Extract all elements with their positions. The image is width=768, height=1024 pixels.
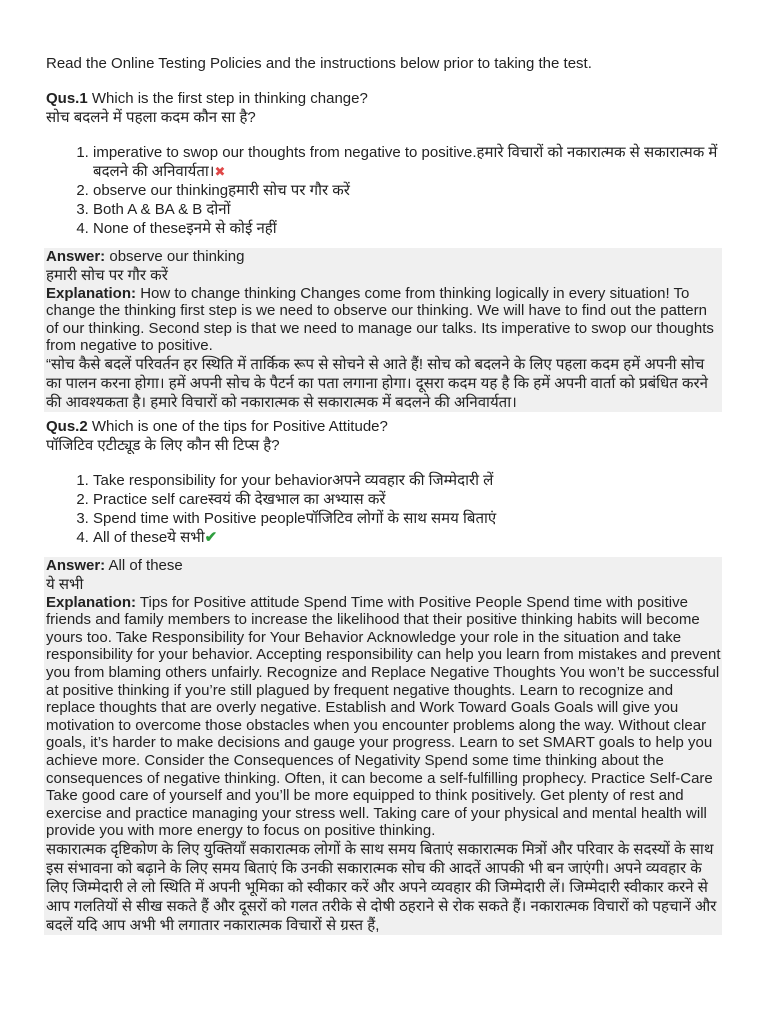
question-2-answer-hi: ये सभी bbox=[46, 575, 84, 593]
question-2-options bbox=[46, 471, 722, 547]
question-2-answer-box bbox=[44, 557, 722, 935]
question-1-option-4: 4. None of theseइनमे से कोई नहीं bbox=[93, 219, 722, 238]
question-2-answer-en: All of these bbox=[108, 556, 183, 574]
question-1-explanation-hi: “सोच कैसे बदलें परिवर्तन हर स्थिति में तार्किक रूप से सोचने से आते हैं! सोच को बदलने के लिए पहला कदम हमें अपनी सोच का पालन करना होगा। हमें अपनी सोच के पैटर्न का पता लगाना होगा। दूसरा कदम यह है कि हमें अपनी वार्ता को प्रबंधित करने की आवश्यकता है। हमारे विचारों को नकारात्मक से सकारात्मक में बदलने की अनिवार्यता। bbox=[46, 355, 708, 411]
question-2 bbox=[46, 418, 722, 935]
answer-label: Answer: bbox=[46, 248, 106, 265]
question-2-explanation-en: Tips for Positive attitude Spend Time with Positive People Spend time with positive friends and family members to increase the likelihood that their positive thinking habits will become yours too. Take Responsibility for Your Behavior Acknowledge your role in the situation and take responsibility for your behavior. Accepting responsibility can help you learn from mistakes and prevent you from blaming others unfairly. Recognize and Replace Negative Thoughts You won’t be successful at positive thinking if you’re still plagued by frequent negative thoughts. Learn to recognize and replace thoughts that are overly negative. Establish and Work Toward Goals Goals will give you motivation to overcome those obstacles when you encounter problems along the way. Without clear goals, it’s harder to make decisions and gauge your progress. Learn to set SMART goals to help you achieve more. Consider the Consequences of Negativity Spend some time thinking about the consequences of negative thinking. Often, it can become a self-fulfilling prophecy. Practice Self-Care Take good care of yourself and you’ll be more equipped to think positively. Get plenty of rest and exercise and practice managing your stress well. Taking care of your physical and mental health will provide you with more energy to focus on positive thinking. bbox=[46, 593, 721, 840]
question-2-option-1: 1. Take responsibility for your behaviorअपने व्यवहार की जिम्मेदारी लें bbox=[93, 471, 722, 490]
question-2-option-2: 2. Practice self careस्वयं की देखभाल का अभ्यास करें bbox=[93, 490, 722, 509]
question-1-explanation-en: How to change thinking Changes come from thinking logically in every situation! To change the thinking first step is we need to observe our thinking. We will have to find out the pattern of our thinking. Second step is that we need to manage our talks. Its imperative to swop our thoughts from negative to positive. bbox=[46, 284, 714, 355]
question-2-explanation-hi: सकारात्मक दृष्टिकोण के लिए युक्तियाँ सकारात्मक लोगों के साथ समय बिताएं सकारात्मक मित्रों और परिवार के सदस्यों के साथ इस संभावना को बढ़ाने के लिए समय बिताएं कि उनकी सकारात्मक सोच की आदतें आपकी भी बन जाएंगी। अपने व्यवहार के लिए जिम्मेदारी ले लो स्थिति में अपनी भूमिका को स्वीकार करें और अपने व्यवहार की जिम्मेदारी लें। जिम्मेदारी स्वीकार करने से आप गलतियों से सीख सकते हैं और दूसरों को गलत तरीके से दोषी ठहराने से रोक सकते हैं। नकारात्मक विचारों को पहचानें और बदलें यदि आप अभी भी लगातार नकारात्मक विचारों से ग्रस्त हैं, bbox=[46, 840, 717, 934]
instructions-text: Read the Online Testing Policies and the instructions below prior to taking the test. bbox=[46, 55, 592, 72]
answer-label: Answer: bbox=[46, 556, 106, 574]
question-1-answer-hi: हमारी सोच पर गौर करें bbox=[46, 266, 168, 284]
question-1-answer-box bbox=[44, 248, 722, 412]
question-1-option-3: 3. Both A & BA & B दोनों bbox=[93, 200, 722, 219]
question-1 bbox=[46, 90, 722, 412]
question-2-text-en: Which is one of the tips for Positive Attitude? bbox=[91, 417, 388, 435]
question-2-option-4: 4. All of theseये सभी✔ bbox=[93, 528, 722, 547]
question-1-option-1: 1. imperative to swop our thoughts from negative to positive.हमारे विचारों को नकारात्मक से सकारात्मक में बदलने की अनिवार्यता।✖ bbox=[93, 143, 722, 181]
question-1-options bbox=[46, 143, 722, 238]
question-2-option-3: 3. Spend time with Positive peopleपॉजिटिव लोगों के साथ समय बिताएं bbox=[93, 509, 722, 528]
question-1-title bbox=[46, 90, 722, 108]
question-1-answer-en: observe our thinking bbox=[109, 248, 245, 265]
correct-answer-icon: ✔ bbox=[204, 528, 218, 546]
question-1-text-hi: सोच बदलने में पहला कदम कौन सा है? bbox=[46, 109, 256, 126]
question-2-label: Qus.2 bbox=[46, 417, 88, 435]
question-2-text-hi: पॉजिटिव एटीट्यूड के लिए कौन सी टिप्स है? bbox=[46, 436, 280, 454]
question-1-text-en: Which is the first step in thinking change? bbox=[91, 90, 368, 107]
explanation-label: Explanation: bbox=[46, 593, 137, 611]
wrong-answer-icon: ✖ bbox=[214, 164, 226, 179]
question-1-option-2: 2. observe our thinkingहमारी सोच पर गौर करें bbox=[93, 181, 722, 200]
question-2-title bbox=[46, 418, 722, 436]
explanation-label: Explanation: bbox=[46, 284, 137, 302]
question-1-label: Qus.1 bbox=[46, 90, 88, 107]
